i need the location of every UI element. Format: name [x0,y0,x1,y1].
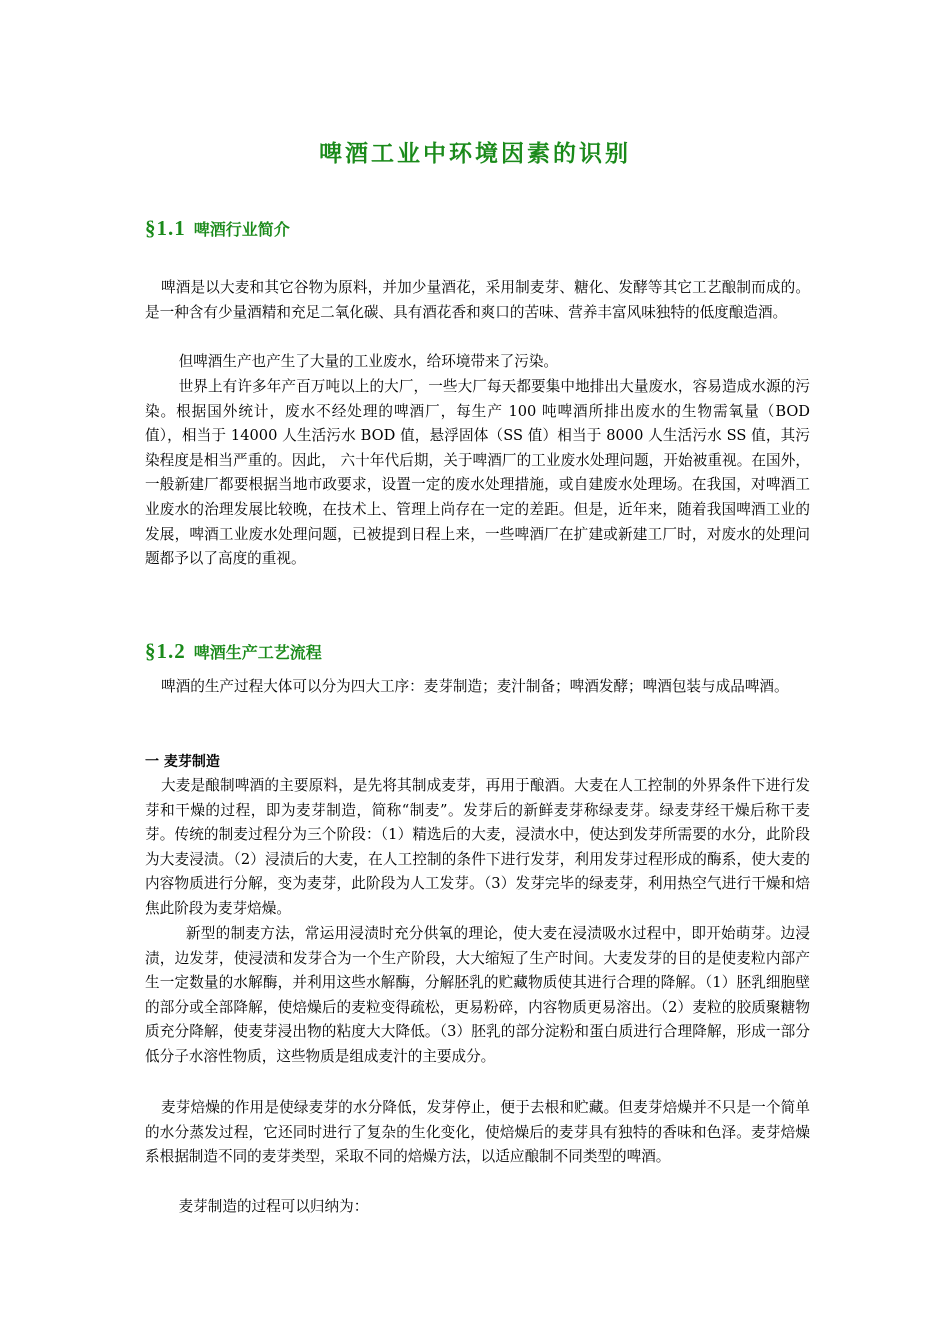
section-label: 啤酒生产工艺流程 [193,643,322,662]
subsection-heading-malting: 一 麦芽制造 [145,754,220,770]
paragraph-pollution: 但啤酒生产也产生了大量的工业废水，给环境带来了污染。 [178,353,559,370]
paragraph-malting-modern: 新型的制麦方法，常运用浸渍时充分供氧的理论，使大麦在浸渍吸水过程中，即开始萌芽。边浸渍，边发芽，使浸渍和发芽合为一个生产阶段，大大缩短了生产时间。大麦发芽的目的是使麦粒内部产生一定数量的水解酶，并利用这些水解酶，分解胚乳的贮藏物质使其进行合理的降解。（1）胚乳细胞壁的部分或全部降解，使焙燥后的麦粒变得疏松，更易粉碎，内容物质更易溶出。（2）麦粒的胶质聚糖物质充分降解，使麦芽浸出物的粘度大大降低。（3）胚乳的部分淀粉和蛋白质进行合理降解，形成一部分低分子水溶性物质，这些物质是组成麦汁的主要成分。 [145,925,810,1065]
paragraph-malting-traditional: 大麦是酿制啤酒的主要原料，是先将其制成麦芽，再用于酿酒。大麦在人工控制的外界条件下进行发芽和干燥的过程，即为麦芽制造，简称“制麦”。发芽后的新鲜麦芽称绿麦芽。绿麦芽经干燥后称干麦芽。传统的制麦过程分为三个阶段：（1）精选后的大麦，浸渍水中，使达到发芽所需要的水分，此阶段为大麦浸渍。（2）浸渍后的大麦，在人工控制的条件下进行发芽，利用发芽过程形成的酶系，使大麦的内容物质进行分解，变为麦芽，此阶段为人工发芽。（3）发芽完毕的绿麦芽，利用热空气进行干燥和焙焦此阶段为麦芽焙燥。 [145,777,810,917]
section-number: §1.2 [145,639,186,663]
paragraph-kilning: 麦芽焙燥的作用是使绿麦芽的水分降低，发芽停止，便于去根和贮藏。但麦芽焙燥并不只是一个简单的水分蒸发过程，它还同时进行了复杂的生化变化，使焙燥后的麦芽具有独特的香味和色泽。麦芽焙燥系根据制造不同的麦芽类型，采取不同的焙燥方法，以适应酿制不同类型的啤酒。 [145,1099,810,1166]
paragraph-wastewater: 世界上有许多年产百万吨以上的大厂，一些大厂每天都要集中地排出大量废水，容易造成水源的污染。根据国外统计，废水不经处理的啤酒厂，每生产 100 吨啤酒所排出废水的生物需氧量（BOD 值），相当于 14000 人生活污水 BOD 值，悬浮固体（SS 值）相当于 8000 人生活污水 SS 值，其污染程度是相当严重的。因此， 六十年代后期，关于啤酒厂的工业废水处理问题，开始被重视。在国外，一般新建厂都要根据当地市政要求，设置一定的废水处理措施，或自建废水处理场。在我国，对啤酒工业废水的治理发展比较晚，在技术上、管理上尚存在一定的差距。但是，近年来，随着我国啤酒工业的发展，啤酒工业废水处理问题，已被提到日程上来，一些啤酒厂在扩建或新建工厂时，对废水的处理问题都予以了高度的重视。 [145,378,810,568]
section-heading-1-2 [145,635,322,664]
document-title: 啤酒工业中环境因素的识别 [319,141,631,167]
paragraph-process-summary: 麦芽制造的过程可以归纳为： [178,1198,369,1215]
paragraph-process-overview: 啤酒的生产过程大体可以分为四大工序：麦芽制造；麦汁制备；啤酒发酵；啤酒包装与成品啤酒。 [161,678,789,695]
section-label: 啤酒行业简介 [193,220,290,239]
paragraph-intro: 啤酒是以大麦和其它谷物为原料，并加少量酒花，采用制麦芽、糖化、发酵等其它工艺酿制而成的。是一种含有少量酒精和充足二氧化碳、具有酒花香和爽口的苦味、营养丰富风味独特的低度酿造酒。 [145,279,810,321]
section-heading-1-1 [145,212,290,241]
section-number: §1.1 [145,216,186,240]
